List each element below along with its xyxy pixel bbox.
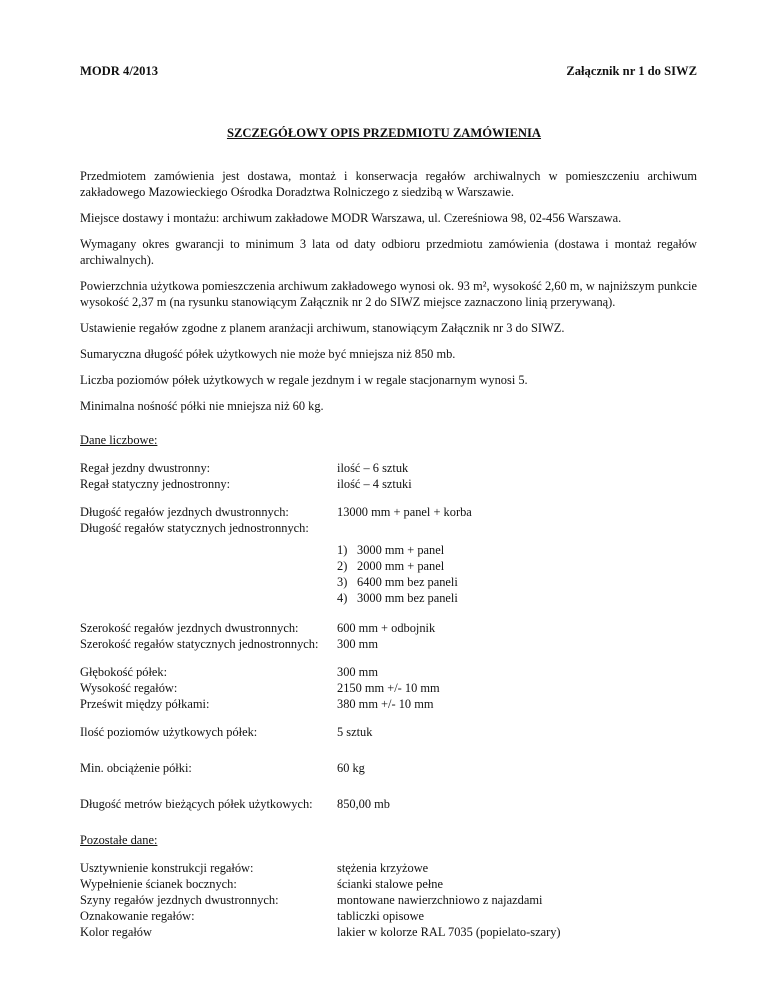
list-item-text: 3000 mm + panel — [357, 543, 445, 557]
list-item-number: 4) — [337, 591, 348, 605]
spec-label: Szerokość regałów jezdnych dwustronnych: — [80, 621, 299, 635]
spec-row — [80, 504, 697, 520]
spec-row — [80, 636, 697, 652]
spec-row — [80, 460, 697, 476]
spec-value: 13000 mm + panel + korba — [337, 505, 472, 519]
list-item — [337, 542, 697, 558]
spec-row — [80, 664, 697, 680]
spec-row — [80, 680, 697, 696]
spec-row — [80, 908, 697, 924]
list-item-number: 1) — [337, 543, 348, 557]
spec-label: Usztywnienie konstrukcji regałów: — [80, 861, 254, 875]
list-item-number: 2) — [337, 559, 348, 573]
spec-value: 60 kg — [337, 761, 365, 775]
spec-label: Min. obciążenie półki: — [80, 761, 192, 775]
paragraph-delivery-place: Miejsce dostawy i montażu: archiwum zakładowe MODR Warszawa, ul. Czereśniowa 98, 02-456 Warszawa. — [80, 211, 622, 225]
spec-row — [80, 760, 697, 776]
spec-value: ilość – 6 sztuk — [337, 461, 409, 475]
spec-label: Długość regałów jezdnych dwustronnych: — [80, 505, 289, 519]
spec-group-running-meters — [80, 796, 697, 812]
spec-group-other — [80, 860, 697, 940]
spec-label: Szerokość regałów statycznych jednostronnych: — [80, 637, 319, 651]
spec-label: Długość metrów bieżących półek użytkowych: — [80, 797, 313, 811]
spec-value: montowane nawierzchniowo z najazdami — [337, 893, 543, 907]
spec-value: tabliczki opisowe — [337, 909, 425, 923]
spec-value: 5 sztuk — [337, 725, 373, 739]
section-heading-other-data: Pozostałe dane: — [80, 833, 158, 847]
spec-value: 380 mm +/- 10 mm — [337, 697, 434, 711]
spec-value: ścianki stalowe pełne — [337, 877, 443, 891]
spec-group-rack-length — [80, 504, 697, 606]
spec-group-rack-width — [80, 620, 697, 652]
spec-value: lakier w kolorze RAL 7035 (popielato-szary) — [337, 925, 561, 939]
paragraph-shelf-load: Minimalna nośność półki nie mniejsza niż 60 kg. — [80, 399, 324, 413]
spec-value: 600 mm + odbojnik — [337, 621, 436, 635]
spec-value: 300 mm — [337, 665, 378, 679]
spec-label: Regał jezdny dwustronny: — [80, 461, 211, 475]
spec-value — [337, 520, 697, 536]
spec-label: Kolor regałów — [80, 925, 152, 939]
paragraph-subject: Przedmiotem zamówienia jest dostawa, montaż i konserwacja regałów archiwalnych w pomieszczeniu archiwum zakładowego Mazowieckiego Ośrodka Doradztwa Rolniczego z siedzibą w Warszawie. — [80, 169, 697, 199]
paragraph-room-area: Powierzchnia użytkowa pomieszczenia archiwum zakładowego wynosi ok. 93 m², wysokość 2,60 m, w najniższym punkcie wysokość 2,37 m (na rysunku stanowiącym Załącznik nr 2 do SIWZ miejsce zaznaczono linią przerywaną). — [80, 279, 697, 309]
attachment-label: Załącznik nr 1 do SIWZ — [566, 64, 697, 78]
spec-row — [80, 724, 697, 740]
spec-value: ilość – 4 sztuki — [337, 477, 412, 491]
spec-value: 2150 mm +/- 10 mm — [337, 681, 440, 695]
list-item-text: 3000 mm bez paneli — [357, 591, 458, 605]
paragraph-shelf-length: Sumaryczna długość półek użytkowych nie może być mniejsza niż 850 mb. — [80, 347, 456, 361]
section-heading-numeric-data: Dane liczbowe: — [80, 433, 158, 447]
list-item-number: 3) — [337, 575, 348, 589]
spec-group-shelf-load — [80, 760, 697, 776]
list-item — [337, 590, 697, 606]
spec-row-variants — [80, 542, 697, 606]
spec-label: Wysokość regałów: — [80, 681, 178, 695]
list-item-text: 6400 mm bez paneli — [357, 575, 458, 589]
spec-row — [80, 860, 697, 876]
list-item-text: 2000 mm + panel — [357, 559, 445, 573]
spec-group-rack-count — [80, 460, 697, 492]
document-body — [80, 168, 697, 952]
spec-row — [80, 520, 697, 536]
spec-label: Szyny regałów jezdnych dwustronnych: — [80, 893, 279, 907]
spec-row — [80, 892, 697, 908]
spec-label: Regał statyczny jednostronny: — [80, 477, 231, 491]
spec-label: Wypełnienie ścianek bocznych: — [80, 877, 237, 891]
spec-row — [80, 876, 697, 892]
spec-label: Oznakowanie regałów: — [80, 909, 195, 923]
spec-value: 850,00 mb — [337, 797, 391, 811]
spec-value: stężenia krzyżowe — [337, 861, 429, 875]
spec-label: Długość regałów statycznych jednostronnych: — [80, 521, 309, 535]
spec-row — [80, 696, 697, 712]
document-reference: MODR 4/2013 — [80, 64, 159, 78]
document-title: SZCZEGÓŁOWY OPIS PRZEDMIOTU ZAMÓWIENIA — [226, 126, 542, 140]
spec-row — [80, 796, 697, 812]
spec-row — [80, 620, 697, 636]
paragraph-shelf-levels: Liczba poziomów półek użytkowych w regale jezdnym i w regale stacjonarnym wynosi 5. — [80, 373, 528, 387]
static-rack-length-list — [337, 542, 697, 606]
spec-value: 300 mm — [337, 637, 378, 651]
spec-group-shelf-dimensions — [80, 664, 697, 712]
spec-label: Głębokość półek: — [80, 665, 168, 679]
spec-label: Prześwit między półkami: — [80, 697, 210, 711]
spec-row — [80, 924, 697, 940]
spec-group-shelf-levels — [80, 724, 697, 740]
paragraph-arrangement: Ustawienie regałów zgodne z planem aranżacji archiwum, stanowiącym Załącznik nr 3 do SIWZ. — [80, 321, 565, 335]
paragraph-warranty: Wymagany okres gwarancji to minimum 3 lata od daty odbioru przedmiotu zamówienia (dostawa i montaż regałów archiwalnych). — [80, 237, 697, 267]
spec-row — [80, 476, 697, 492]
list-item — [337, 574, 697, 590]
spec-label: Ilość poziomów użytkowych półek: — [80, 725, 258, 739]
list-item — [337, 558, 697, 574]
